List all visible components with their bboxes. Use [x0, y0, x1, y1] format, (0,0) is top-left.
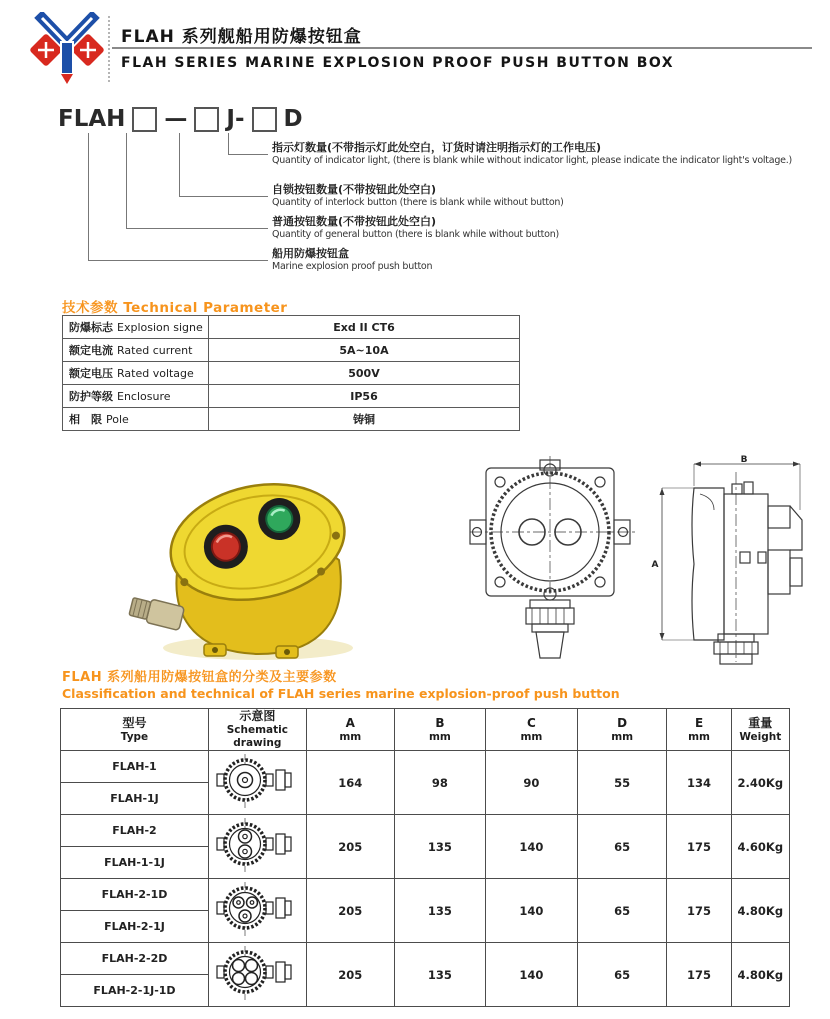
param-value: 500V — [209, 362, 520, 385]
annotation-zh: 指示灯数量(不带指示灯此处空白，订货时请注明指示灯的工作电压) — [272, 141, 602, 154]
table-row — [63, 316, 520, 339]
weight-value: 4.60Kg — [731, 815, 789, 879]
weight-value: 4.80Kg — [731, 879, 789, 943]
dim-d: 65 — [577, 943, 667, 1007]
table-header-row — [61, 709, 790, 751]
company-logo-icon — [30, 12, 104, 86]
dim-d: 65 — [577, 879, 667, 943]
type-label: FLAH-1 — [61, 751, 209, 783]
weight-value: 4.80Kg — [731, 943, 789, 1007]
param-value: 铸铜 — [209, 408, 520, 431]
col-header-type: 型号 Type — [61, 709, 209, 751]
col-header-schematic: 示意图 Schematic drawing — [208, 709, 306, 751]
dim-c: 140 — [485, 943, 577, 1007]
schematic-two-button — [208, 815, 306, 879]
dim-d: 65 — [577, 815, 667, 879]
annotation-zh: 自锁按钮数量(不带按钮此处空白) — [272, 183, 437, 196]
col-header-a: A mm — [306, 709, 394, 751]
annotation-zh: 船用防爆按钮盒 — [272, 247, 349, 260]
classification-heading — [62, 670, 620, 702]
type-label: FLAH-2 — [61, 815, 209, 847]
type-label: FLAH-1J — [61, 783, 209, 815]
title-rule — [112, 47, 812, 49]
table-row — [63, 339, 520, 362]
col-header-b: B mm — [394, 709, 485, 751]
col-header-e: E mm — [667, 709, 731, 751]
tech-param-table — [62, 315, 520, 431]
schematic-three-button — [208, 879, 306, 943]
param-value: Exd II CT6 — [209, 316, 520, 339]
col-header-c: C mm — [485, 709, 577, 751]
dim-e: 134 — [667, 751, 731, 815]
annotation-en: Marine explosion proof push button — [272, 261, 433, 272]
side-view-drawing — [648, 454, 808, 668]
table-row — [63, 362, 520, 385]
annotation-indicator-light — [272, 141, 828, 167]
classification-table — [60, 708, 790, 1007]
page-title-en: FLAH SERIES MARINE EXPLOSION PROOF PUSH BUTTON BOX — [121, 55, 675, 71]
dim-c: 140 — [485, 815, 577, 879]
dim-b: 135 — [394, 879, 485, 943]
dim-e: 175 — [667, 879, 731, 943]
table-row — [61, 751, 790, 783]
param-label-zh: 防护等级 — [69, 390, 113, 403]
dim-b: 98 — [394, 751, 485, 815]
classification-heading-en: Classification and technical of FLAH series marine explosion-proof push button — [62, 686, 620, 701]
dim-b: 135 — [394, 815, 485, 879]
param-value: IP56 — [209, 385, 520, 408]
model-joiner: J- — [226, 106, 245, 132]
type-label: FLAH-1-1J — [61, 847, 209, 879]
type-label: FLAH-2-1J — [61, 911, 209, 943]
type-label: FLAH-2-1D — [61, 879, 209, 911]
product-photo — [108, 456, 398, 666]
dim-a: 205 — [306, 943, 394, 1007]
dim-a: 164 — [306, 751, 394, 815]
dimension-label-b: B — [740, 455, 748, 465]
annotation-en: Quantity of general button (there is blank while without button) — [272, 229, 559, 240]
model-placeholder-interlock — [194, 107, 219, 132]
classification-heading-zh: FLAH 系列船用防爆按钮盒的分类及主要参数 — [62, 670, 337, 685]
dim-c: 140 — [485, 879, 577, 943]
dim-c: 90 — [485, 751, 577, 815]
connector-line — [88, 133, 89, 260]
table-row — [61, 943, 790, 975]
annotation-interlock-button — [272, 183, 828, 209]
cable-gland — [128, 595, 184, 631]
dim-b: 135 — [394, 943, 485, 1007]
connector-line — [228, 133, 229, 154]
dim-a: 205 — [306, 879, 394, 943]
dimension-label-a: A — [651, 560, 659, 570]
connector-line — [126, 133, 127, 228]
dim-d: 55 — [577, 751, 667, 815]
param-label-zh: 相 限 — [69, 413, 102, 426]
connector-line — [179, 133, 180, 196]
param-label-zh: 防爆标志 — [69, 321, 113, 334]
weight-value: 2.40Kg — [731, 751, 789, 815]
param-label-en: Rated voltage — [117, 367, 194, 380]
tech-param-heading: 技术参数 Technical Parameter — [62, 300, 288, 316]
annotation-zh: 普通按钮数量(不带按钮此处空白) — [272, 215, 437, 228]
annotation-general-button — [272, 215, 828, 241]
table-row — [61, 815, 790, 847]
page-title-zh: FLAH 系列舰船用防爆按钮盒 — [121, 27, 362, 47]
model-dash: — — [164, 106, 188, 132]
dim-e: 175 — [667, 815, 731, 879]
model-placeholder-indicator — [252, 107, 277, 132]
dim-a: 205 — [306, 815, 394, 879]
model-suffix: D — [283, 106, 303, 132]
param-label-zh: 额定电流 — [69, 344, 113, 357]
table-row — [63, 385, 520, 408]
dim-e: 175 — [667, 943, 731, 1007]
col-header-weight: 重量 Weight — [731, 709, 789, 751]
front-view-drawing — [466, 454, 644, 668]
annotation-en: Quantity of interlock button (there is blank while without button) — [272, 197, 564, 208]
table-row — [63, 408, 520, 431]
annotation-series-name — [272, 247, 828, 273]
model-designation — [58, 106, 303, 132]
schematic-one-button — [208, 751, 306, 815]
param-value: 5A~10A — [209, 339, 520, 362]
connector-line — [228, 154, 268, 155]
header-divider — [108, 16, 110, 82]
annotation-en: Quantity of indicator light, (there is blank while without indicator light, please indicate the indicator light's voltage.) — [272, 155, 792, 166]
model-placeholder-general — [132, 107, 157, 132]
model-prefix: FLAH — [58, 106, 126, 132]
param-label-en: Enclosure — [117, 390, 171, 403]
param-label-en: Explosion signe — [117, 321, 203, 334]
connector-line — [88, 260, 268, 261]
param-label-zh: 额定电压 — [69, 367, 113, 380]
col-header-d: D mm — [577, 709, 667, 751]
type-label: FLAH-2-2D — [61, 943, 209, 975]
param-label-en: Pole — [106, 413, 129, 426]
connector-line — [179, 196, 268, 197]
table-row — [61, 879, 790, 911]
schematic-four-button — [208, 943, 306, 1007]
type-label: FLAH-2-1J-1D — [61, 975, 209, 1007]
param-label-en: Rated current — [117, 344, 193, 357]
connector-line — [126, 228, 268, 229]
